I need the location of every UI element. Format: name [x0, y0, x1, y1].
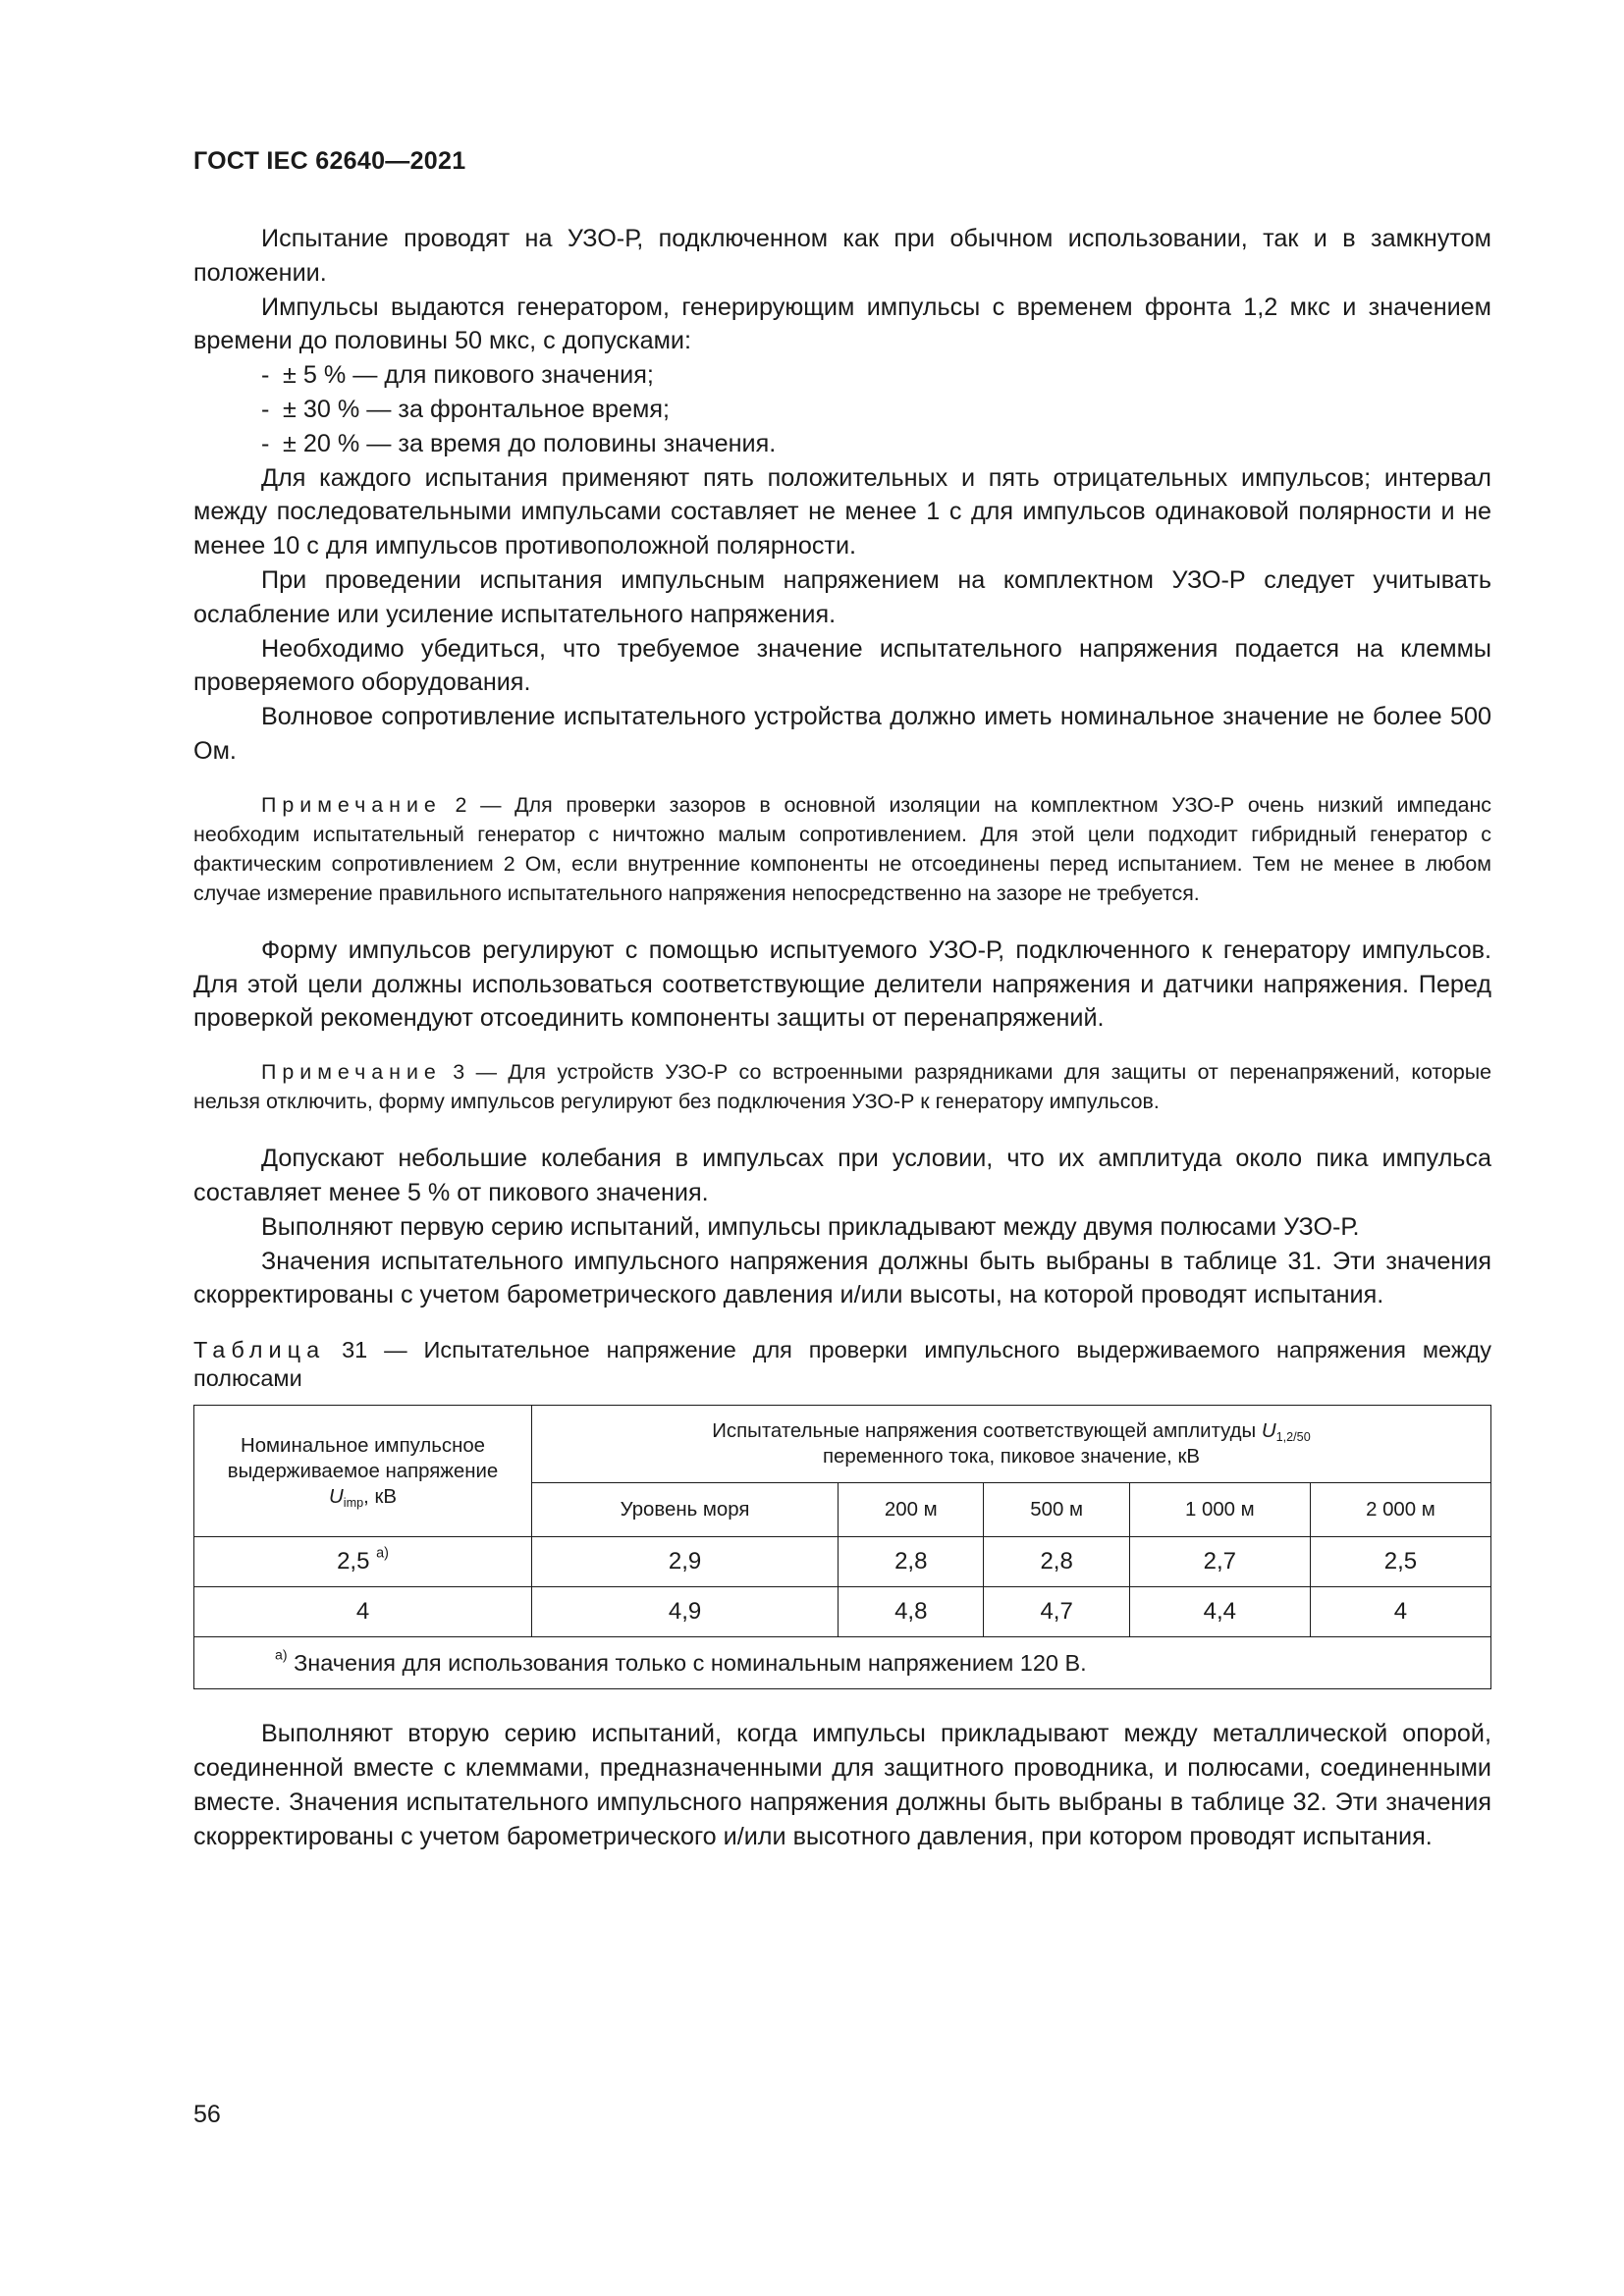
- note-text: — Для проверки зазоров в основной изоляции на комплектном УЗО-Р очень низкий импеданс необходим испытательный генератор с ничтожно малым сопротивлением. Для этой цели подходит гибридный генератор с фактическим сопротивлением 2 Ом, если внутренние компоненты не отсоединены перед испытанием. Тем не менее в любом случае измерение правильного испытательного напряжения непосредственно на зазоре не требуется.: [193, 792, 1491, 905]
- list-item: - ± 5 % — для пикового значения;: [261, 361, 654, 390]
- table-caption-number: 31: [342, 1337, 368, 1363]
- document-header: ГОСТ IEC 62640—2021: [193, 147, 466, 175]
- paragraph: Испытание проводят на УЗО-Р, подключенном как при обычном использовании, так и в замкнутом положении.: [193, 225, 1491, 287]
- list-item: - ± 30 % — за фронтальное время;: [261, 395, 670, 423]
- note-label: Примечание: [261, 792, 442, 817]
- column-header: 1 000 м: [1129, 1483, 1310, 1537]
- paragraph: Допускают небольшие колебания в импульсах при условии, что их амплитуда около пика импульса составляет менее 5 % от пикового значения.: [193, 1145, 1491, 1206]
- paragraph: Выполняют первую серию испытаний, импульсы прикладывают между двумя полюсами УЗО-Р.: [261, 1212, 1360, 1241]
- table-31: [193, 1405, 1491, 1689]
- note-label: Примечание: [261, 1060, 442, 1085]
- note-text: — Для устройств УЗО-Р со встроенными разрядниками для защиты от перенапряжений, которые нельзя отключить, форму импульсов регулируют без подключения УЗО-Р к генератору импульсов.: [193, 1060, 1491, 1114]
- tolerance-list: [193, 358, 1491, 460]
- header-test-voltages: Испытательные напряжения соответствующей амплитуды $U_{1,2/50}$ переменного тока, пиковое значение, кВ: [532, 1406, 1491, 1483]
- table-cell: 2,8: [984, 1537, 1129, 1587]
- table-cell: 2,5: [1310, 1537, 1490, 1587]
- list-item: - ± 20 % — за время до половины значения.: [261, 429, 777, 457]
- note-number: 3: [453, 1060, 465, 1085]
- table-caption-text: — Испытательное напряжение для проверки импульсного выдерживаемого напряжения между полюсами: [193, 1337, 1491, 1392]
- paragraph: Импульсы выдаются генератором, генерирующим импульсы с временем фронта 1,2 мкс и значением времени до половины 50 мкс, с допусками:: [193, 293, 1491, 355]
- paragraph: При проведении испытания импульсным напряжением на комплектном УЗО-Р следует учитывать ослабление или усиление испытательного напряжения.: [193, 565, 1491, 628]
- table-footnote-row: [194, 1637, 1491, 1689]
- paragraph: Форму импульсов регулируют с помощью испытуемого УЗО-Р, подключенного к генератору импульсов. Для этой цели должны использоваться соответствующие делители напряжения и датчики напряжения. Перед проверкой рекомендуют отсоединить компоненты защиты от перенапряжений.: [193, 935, 1491, 1033]
- table-cell: 4,9: [532, 1587, 839, 1637]
- column-header: Уровень моря: [532, 1483, 839, 1537]
- table-cell: 4,7: [984, 1587, 1129, 1637]
- column-header: 2 000 м: [1310, 1483, 1490, 1537]
- paragraph: Необходимо убедиться, что требуемое значение испытательного напряжения подается на клеммы проверяемого оборудования.: [193, 634, 1491, 697]
- note-number: 2: [455, 792, 467, 817]
- paragraph: Для каждого испытания применяют пять положительных и пять отрицательных импульсов; интервал между последовательными импульсами составляет не менее 1 с для импульсов одинаковой полярности и не менее 10 с для импульсов противоположной полярности.: [193, 463, 1491, 561]
- table-row: [194, 1537, 1491, 1587]
- paragraph: Выполняют вторую серию испытаний, когда импульсы прикладывают между металлической опорой, соединенной вместе с клеммами, предназначенными для защитного проводника, и полюсами, соединенными вместе. Значения испытательного импульсного напряжения должны быть выбраны в таблице 32. Эти значения скорректированы с учетом барометрического и/или высотного давления, при котором проводят испытания.: [193, 1720, 1491, 1850]
- note-3: [193, 1057, 1491, 1116]
- table-cell: 2,9: [532, 1537, 839, 1587]
- table-footnote: $^{а)}$ Значения для использования только с номинальным напряжением 120 В.: [194, 1637, 1491, 1689]
- paragraph: Волновое сопротивление испытательного устройства должно иметь номинальное значение не более 500 Ом.: [193, 703, 1491, 765]
- table-cell: 4: [1310, 1587, 1490, 1637]
- note-2: [193, 790, 1491, 908]
- header-rated-voltage: Номинальное импульсное выдерживаемое напряжение $U_{imp}$, кВ: [194, 1406, 532, 1537]
- column-header: 500 м: [984, 1483, 1129, 1537]
- column-header: 200 м: [839, 1483, 984, 1537]
- table-caption-label: Таблица: [193, 1337, 326, 1363]
- table-cell: 4: [194, 1587, 532, 1637]
- table-cell: 2,7: [1129, 1537, 1310, 1587]
- table-row: [194, 1587, 1491, 1637]
- table-cell: 4,8: [839, 1587, 984, 1637]
- page-number: 56: [193, 2101, 221, 2128]
- table-cell: 4,4: [1129, 1587, 1310, 1637]
- page-content: [193, 222, 1491, 1853]
- table-caption: [193, 1336, 1491, 1393]
- table-cell: 2,5 $^{а)}$: [194, 1537, 532, 1587]
- table-cell: 2,8: [839, 1537, 984, 1587]
- paragraph: Значения испытательного импульсного напряжения должны быть выбраны в таблице 31. Эти значения скорректированы с учетом барометрического давления и/или высоты, на которой проводят испытания.: [193, 1247, 1491, 1309]
